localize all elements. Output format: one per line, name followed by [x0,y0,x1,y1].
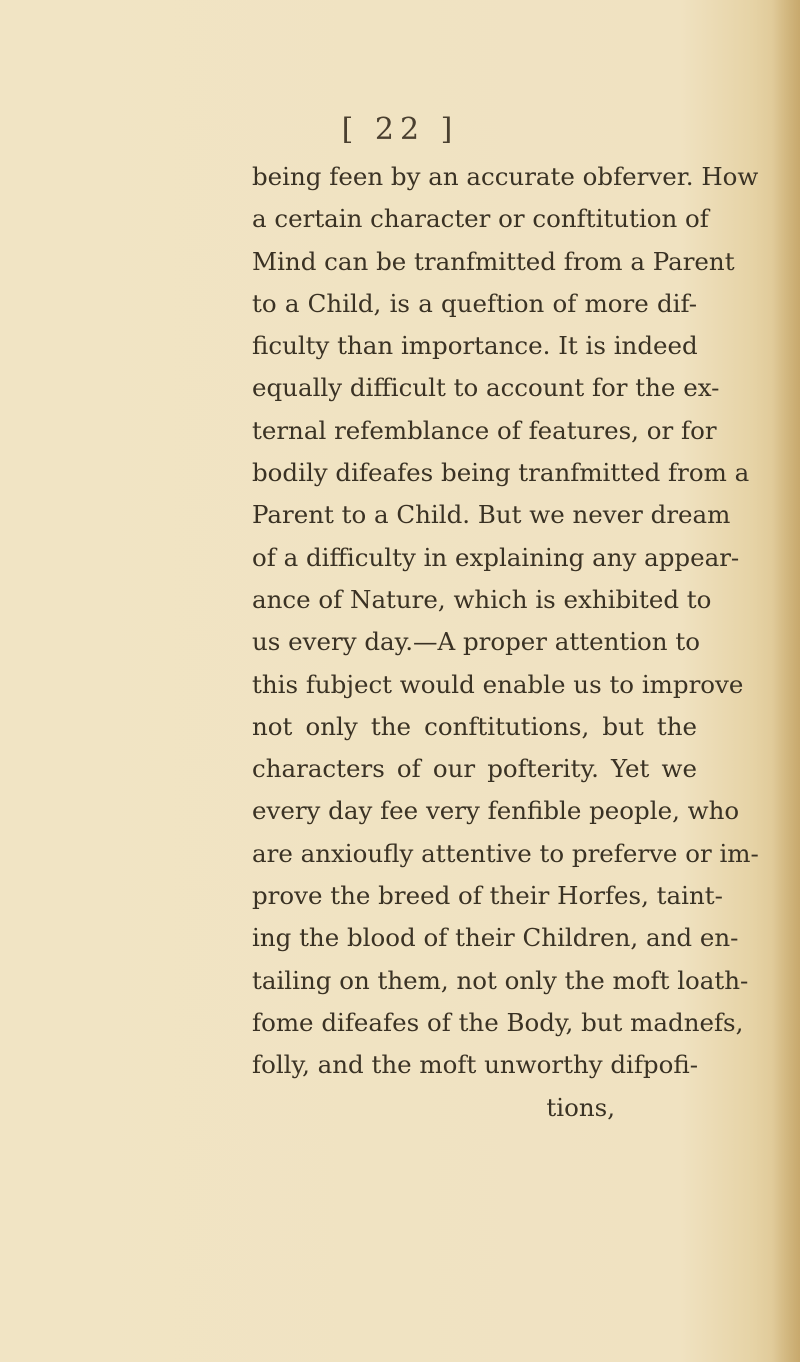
text-line: every day fee very fenfible people, who [252,796,740,826]
catchword: tions, [546,1092,615,1122]
text-line: ance of Nature, which is exhibited to [252,584,712,614]
text-line: ing the blood of their Children, and en- [252,923,739,953]
text-line: of a difficulty in explaining any appear- [252,542,740,572]
page-number: [ 22 ] [341,112,459,147]
text-line: tailing on them, not only the moft loath- [252,965,749,995]
body-text [252,156,759,1129]
text-line: Parent to a Child. But we never dream [252,500,731,530]
page-edge-shadow [772,0,800,1362]
text-line: characters of our pofterity. Yet we [252,754,697,784]
text-line: bodily difeafes being tranfmitted from a [252,458,750,488]
text-line: being feen by an accurate obferver. How [252,162,759,191]
text-line: to a Child, is a queftion of more dif- [252,288,697,318]
text-line: prove the breed of their Horfes, taint- [252,881,723,911]
text-line: folly, and the moft unworthy difpofi- [252,1050,698,1080]
text-line: Mind can be tranfmitted from a Parent [252,246,735,276]
text-line: equally difficult to account for the ex- [252,373,720,403]
text-line: not only the conftitutions, but the [252,711,697,741]
text-line: ternal refemblance of features, or for [252,415,717,445]
text-line: this fubject would enable us to improve [252,669,744,699]
text-line: us every day.—A proper attention to [252,627,700,657]
text-line: a certain character or conftitution of [252,204,709,234]
text-line: are anxioufly attentive to preferve or im- [252,838,759,868]
text-line: ficulty than importance. It is indeed [252,331,698,361]
text-line: fome difeafes of the Body, but madnefs, [252,1007,744,1037]
